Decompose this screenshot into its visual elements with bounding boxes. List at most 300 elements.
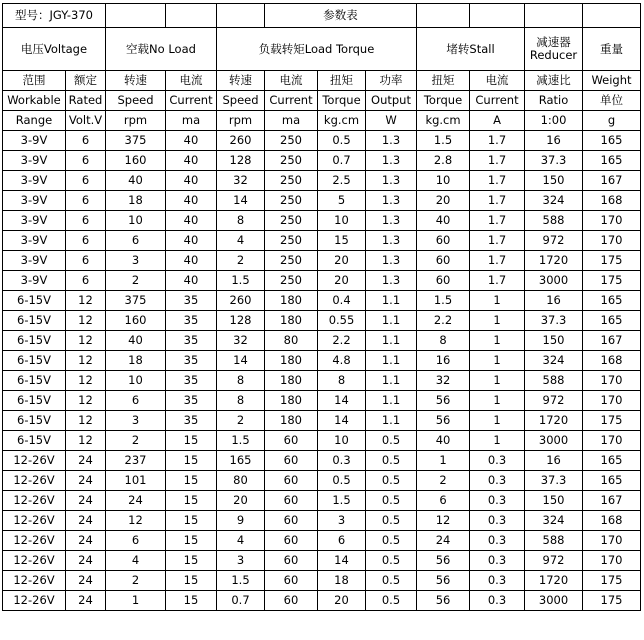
table-cell: 2 [217, 251, 265, 271]
header-cell: kg.cm [417, 111, 470, 131]
table-cell: 12 [66, 411, 106, 431]
table-row [3, 431, 641, 451]
table-row [3, 351, 641, 371]
table-cell: 24 [106, 491, 166, 511]
table-cell: 14 [318, 551, 366, 571]
table-cell: 0.3 [470, 571, 525, 591]
table-cell: 12 [66, 351, 106, 371]
table-cell: 60 [265, 451, 318, 471]
table-cell: 168 [583, 191, 641, 211]
table-cell: 2.2 [417, 311, 470, 331]
header-cell: Output [366, 91, 417, 111]
table-cell: 6-15V [3, 351, 66, 371]
table-cell: 1.5 [217, 431, 265, 451]
table-cell: 37.3 [525, 311, 583, 331]
table-cell: 8 [417, 331, 470, 351]
table-cell: 324 [525, 511, 583, 531]
header-cell: 减速比 [525, 71, 583, 91]
table-cell: 15 [166, 491, 217, 511]
table-cell: 16 [525, 291, 583, 311]
table-cell: 1.1 [366, 391, 417, 411]
table-cell: 1.3 [366, 151, 417, 171]
table-cell: 12-26V [3, 451, 66, 471]
table-cell: 40 [166, 171, 217, 191]
table-cell: 3-9V [3, 251, 66, 271]
table-cell: 6-15V [3, 411, 66, 431]
header-cell: 额定 [66, 71, 106, 91]
table-cell: 250 [265, 131, 318, 151]
table-cell: 1.7 [470, 131, 525, 151]
table-cell: 0.5 [366, 471, 417, 491]
header-cell: Current [166, 91, 217, 111]
header-cn-row [3, 71, 641, 91]
table-cell: 972 [525, 231, 583, 251]
table-row [3, 591, 641, 611]
table-cell: 40 [166, 131, 217, 151]
table-cell: 14 [318, 391, 366, 411]
table-cell: 6 [318, 531, 366, 551]
table-cell: 6 [66, 131, 106, 151]
table-cell: 180 [265, 311, 318, 331]
table-cell: 80 [265, 331, 318, 351]
table-cell: 24 [417, 531, 470, 551]
header-cell: Speed [217, 91, 265, 111]
table-cell: 250 [265, 251, 318, 271]
table-cell: 1.5 [417, 131, 470, 151]
table-cell: 2 [106, 271, 166, 291]
table-row [3, 191, 641, 211]
table-cell: 24 [66, 471, 106, 491]
table-cell: 6-15V [3, 291, 66, 311]
table-cell: 1 [470, 371, 525, 391]
table-cell: 40 [166, 151, 217, 171]
header-cell: 电流 [166, 71, 217, 91]
table-cell: 3-9V [3, 211, 66, 231]
table-cell: 40 [106, 171, 166, 191]
table-cell: 15 [166, 571, 217, 591]
table-cell: 170 [583, 391, 641, 411]
table-cell: 18 [106, 191, 166, 211]
table-cell: 150 [525, 491, 583, 511]
header-cell: rpm [106, 111, 166, 131]
table-cell: 2 [217, 411, 265, 431]
table-cell: 40 [166, 251, 217, 271]
table-cell: 3 [106, 411, 166, 431]
table-cell: 588 [525, 371, 583, 391]
header-cell: Current [265, 91, 318, 111]
table-cell: 24 [66, 531, 106, 551]
table-cell: 1.1 [366, 411, 417, 431]
table-row [3, 391, 641, 411]
table-cell: 170 [583, 531, 641, 551]
table-cell: 20 [417, 191, 470, 211]
table-cell: 180 [265, 391, 318, 411]
table-cell: 250 [265, 231, 318, 251]
table-cell: 165 [583, 291, 641, 311]
table-cell: 1.3 [366, 251, 417, 271]
table-cell: 1 [417, 451, 470, 471]
table-cell: 40 [166, 271, 217, 291]
table-cell: 160 [106, 311, 166, 331]
table-cell: 1.3 [366, 231, 417, 251]
blank-cell [166, 4, 217, 28]
table-cell: 3000 [525, 431, 583, 451]
header-cell: A [470, 111, 525, 131]
table-cell: 20 [217, 491, 265, 511]
table-cell: 250 [265, 191, 318, 211]
table-cell: 1.5 [417, 291, 470, 311]
table-cell: 6-15V [3, 371, 66, 391]
table-cell: 0.3 [470, 451, 525, 471]
table-cell: 0.3 [470, 471, 525, 491]
header-en-row [3, 91, 641, 111]
table-cell: 250 [265, 171, 318, 191]
table-cell: 6 [66, 211, 106, 231]
group-weight: 重量 [583, 28, 641, 71]
table-cell: 12 [106, 511, 166, 531]
table-cell: 0.5 [366, 531, 417, 551]
table-cell: 4 [217, 231, 265, 251]
table-cell: 0.5 [318, 131, 366, 151]
header-cell: Range [3, 111, 66, 131]
table-cell: 1 [470, 391, 525, 411]
table-cell: 16 [417, 351, 470, 371]
table-cell: 0.5 [366, 451, 417, 471]
table-cell: 24 [66, 451, 106, 471]
table-cell: 170 [583, 371, 641, 391]
table-cell: 6 [106, 531, 166, 551]
table-cell: 60 [417, 271, 470, 291]
table-cell: 0.7 [217, 591, 265, 611]
table-row [3, 331, 641, 351]
table-cell: 2 [106, 571, 166, 591]
table-cell: 12-26V [3, 571, 66, 591]
table-cell: 375 [106, 291, 166, 311]
table-cell: 20 [318, 271, 366, 291]
table-cell: 1.7 [470, 151, 525, 171]
table-cell: 12 [66, 431, 106, 451]
table-row [3, 471, 641, 491]
blank-cell [470, 4, 525, 28]
table-cell: 180 [265, 351, 318, 371]
table-cell: 5 [318, 191, 366, 211]
table-cell: 12-26V [3, 511, 66, 531]
header-cell: Weight [583, 71, 641, 91]
table-cell: 250 [265, 211, 318, 231]
group-stall: 堵转Stall [417, 28, 525, 71]
table-cell: 3 [318, 511, 366, 531]
table-cell: 35 [166, 391, 217, 411]
group-reducer-en: Reducer [529, 48, 578, 62]
table-cell: 3-9V [3, 131, 66, 151]
table-cell: 8 [217, 211, 265, 231]
table-cell: 175 [583, 251, 641, 271]
table-cell: 168 [583, 511, 641, 531]
header-cell: ma [166, 111, 217, 131]
table-cell: 6 [106, 391, 166, 411]
header-cell: 1:00 [525, 111, 583, 131]
table-cell: 0.5 [366, 571, 417, 591]
table-cell: 3-9V [3, 191, 66, 211]
table-cell: 3000 [525, 271, 583, 291]
table-row [3, 251, 641, 271]
table-cell: 56 [417, 391, 470, 411]
table-cell: 972 [525, 391, 583, 411]
table-cell: 0.5 [366, 591, 417, 611]
table-cell: 14 [217, 191, 265, 211]
table-row [3, 551, 641, 571]
table-cell: 60 [265, 531, 318, 551]
table-cell: 1 [470, 351, 525, 371]
table-cell: 6-15V [3, 431, 66, 451]
table-cell: 35 [166, 291, 217, 311]
table-cell: 40 [106, 331, 166, 351]
table-cell: 14 [318, 411, 366, 431]
table-cell: 10 [318, 431, 366, 451]
table-cell: 0.5 [366, 491, 417, 511]
blank-cell [417, 4, 470, 28]
table-cell: 60 [417, 231, 470, 251]
table-cell: 3 [217, 551, 265, 571]
table-cell: 4 [106, 551, 166, 571]
group-voltage: 电压Voltage [3, 28, 106, 71]
table-cell: 6 [66, 151, 106, 171]
table-cell: 1.7 [470, 191, 525, 211]
table-cell: 0.3 [470, 551, 525, 571]
table-cell: 12-26V [3, 491, 66, 511]
table-cell: 4.8 [318, 351, 366, 371]
table-cell: 56 [417, 571, 470, 591]
table-cell: 165 [583, 131, 641, 151]
table-cell: 40 [166, 231, 217, 251]
table-cell: 1 [470, 291, 525, 311]
table-cell: 12 [66, 311, 106, 331]
table-cell: 165 [583, 311, 641, 331]
table-cell: 237 [106, 451, 166, 471]
table-cell: 1.3 [366, 271, 417, 291]
table-cell: 1 [470, 331, 525, 351]
table-cell: 1 [470, 311, 525, 331]
header-cell: 电流 [470, 71, 525, 91]
table-cell: 972 [525, 551, 583, 571]
table-cell: 1.7 [470, 271, 525, 291]
table-cell: 0.7 [318, 151, 366, 171]
header-cell: 转速 [106, 71, 166, 91]
table-cell: 12 [66, 371, 106, 391]
table-cell: 6 [66, 231, 106, 251]
table-cell: 60 [265, 591, 318, 611]
table-row [3, 511, 641, 531]
table-cell: 24 [66, 551, 106, 571]
table-cell: 40 [166, 211, 217, 231]
table-cell: 250 [265, 271, 318, 291]
table-cell: 60 [265, 571, 318, 591]
table-cell: 588 [525, 211, 583, 231]
blank-cell [583, 4, 641, 28]
table-cell: 4 [217, 531, 265, 551]
table-cell: 0.55 [318, 311, 366, 331]
table-cell: 170 [583, 551, 641, 571]
table-cell: 9 [217, 511, 265, 531]
table-cell: 0.4 [318, 291, 366, 311]
table-cell: 167 [583, 171, 641, 191]
table-cell: 2.8 [417, 151, 470, 171]
table-cell: 3000 [525, 591, 583, 611]
table-cell: 167 [583, 491, 641, 511]
blank-cell [525, 4, 583, 28]
table-row [3, 151, 641, 171]
header-cell: Current [470, 91, 525, 111]
header-cell: ma [265, 111, 318, 131]
header-cell: kg.cm [318, 111, 366, 131]
table-cell: 24 [66, 511, 106, 531]
table-cell: 175 [583, 591, 641, 611]
table-cell: 16 [525, 131, 583, 151]
table-cell: 1.3 [366, 191, 417, 211]
table-cell: 16 [525, 451, 583, 471]
table-cell: 20 [318, 591, 366, 611]
params-title: 参数表 [265, 4, 417, 28]
header-cell: Ratio [525, 91, 583, 111]
table-cell: 165 [583, 451, 641, 471]
table-cell: 35 [166, 331, 217, 351]
table-cell: 60 [265, 551, 318, 571]
group-reducer [525, 28, 583, 71]
table-cell: 0.5 [318, 471, 366, 491]
table-cell: 12-26V [3, 531, 66, 551]
table-cell: 1.7 [470, 171, 525, 191]
table-cell: 6 [106, 231, 166, 251]
table-cell: 165 [217, 451, 265, 471]
table-cell: 24 [66, 571, 106, 591]
table-cell: 165 [583, 471, 641, 491]
table-cell: 12-26V [3, 591, 66, 611]
table-cell: 12 [66, 291, 106, 311]
table-cell: 170 [583, 231, 641, 251]
header-cell: Speed [106, 91, 166, 111]
table-cell: 10 [106, 211, 166, 231]
table-cell: 12 [66, 391, 106, 411]
header-cell: 单位 [583, 91, 641, 111]
table-cell: 35 [166, 411, 217, 431]
table-cell: 24 [66, 491, 106, 511]
table-cell: 20 [318, 251, 366, 271]
table-cell: 1720 [525, 571, 583, 591]
table-cell: 56 [417, 551, 470, 571]
table-cell: 37.3 [525, 151, 583, 171]
table-cell: 40 [166, 191, 217, 211]
table-cell: 6 [66, 171, 106, 191]
header-cell: 扭矩 [318, 71, 366, 91]
table-cell: 0.3 [470, 511, 525, 531]
table-row [3, 451, 641, 471]
table-cell: 1.1 [366, 371, 417, 391]
model-label: 型号：JGY-370 [3, 4, 106, 28]
table-cell: 18 [106, 351, 166, 371]
table-cell: 175 [583, 271, 641, 291]
table-cell: 6 [66, 271, 106, 291]
table-cell: 15 [166, 551, 217, 571]
table-cell: 1.1 [366, 351, 417, 371]
table-cell: 167 [583, 331, 641, 351]
table-row [3, 571, 641, 591]
table-row [3, 311, 641, 331]
table-cell: 1.3 [366, 131, 417, 151]
table-cell: 32 [217, 331, 265, 351]
table-cell: 10 [318, 211, 366, 231]
table-cell: 15 [166, 531, 217, 551]
group-no-load: 空载No Load [106, 28, 217, 71]
header-cell: 转速 [217, 71, 265, 91]
table-cell: 12 [417, 511, 470, 531]
table-cell: 175 [583, 411, 641, 431]
table-cell: 40 [417, 211, 470, 231]
header-cell: g [583, 111, 641, 131]
table-cell: 15 [318, 231, 366, 251]
header-cell: Workable [3, 91, 66, 111]
table-cell: 15 [166, 471, 217, 491]
table-cell: 12 [66, 331, 106, 351]
header-cell: Torque [318, 91, 366, 111]
table-cell: 10 [417, 171, 470, 191]
table-cell: 1.5 [217, 571, 265, 591]
blank-cell [106, 4, 166, 28]
table-cell: 6-15V [3, 311, 66, 331]
table-cell: 375 [106, 131, 166, 151]
table-cell: 35 [166, 351, 217, 371]
table-cell: 56 [417, 411, 470, 431]
table-cell: 8 [217, 391, 265, 411]
table-cell: 128 [217, 311, 265, 331]
table-cell: 60 [265, 491, 318, 511]
table-cell: 10 [106, 371, 166, 391]
table-cell: 160 [106, 151, 166, 171]
table-cell: 1 [106, 591, 166, 611]
title-row [3, 4, 641, 28]
table-cell: 6 [66, 191, 106, 211]
table-cell: 24 [66, 591, 106, 611]
table-cell: 1.5 [318, 491, 366, 511]
table-cell: 3-9V [3, 231, 66, 251]
table-row [3, 211, 641, 231]
header-cell: 功率 [366, 71, 417, 91]
table-row [3, 271, 641, 291]
table-cell: 0.3 [470, 531, 525, 551]
table-row [3, 371, 641, 391]
table-cell: 15 [166, 511, 217, 531]
table-cell: 1.1 [366, 331, 417, 351]
table-cell: 1 [470, 411, 525, 431]
table-cell: 3-9V [3, 271, 66, 291]
table-cell: 32 [217, 171, 265, 191]
table-cell: 18 [318, 571, 366, 591]
table-cell: 35 [166, 311, 217, 331]
blank-cell [217, 4, 265, 28]
table-cell: 2 [417, 471, 470, 491]
table-cell: 1.7 [470, 231, 525, 251]
table-cell: 180 [265, 291, 318, 311]
header-cell: Volt.V [66, 111, 106, 131]
table-cell: 14 [217, 351, 265, 371]
table-cell: 15 [166, 591, 217, 611]
motor-spec-table [2, 3, 641, 611]
table-cell: 175 [583, 571, 641, 591]
table-cell: 56 [417, 591, 470, 611]
table-row [3, 531, 641, 551]
table-cell: 60 [265, 431, 318, 451]
table-cell: 6 [66, 251, 106, 271]
table-cell: 60 [265, 511, 318, 531]
